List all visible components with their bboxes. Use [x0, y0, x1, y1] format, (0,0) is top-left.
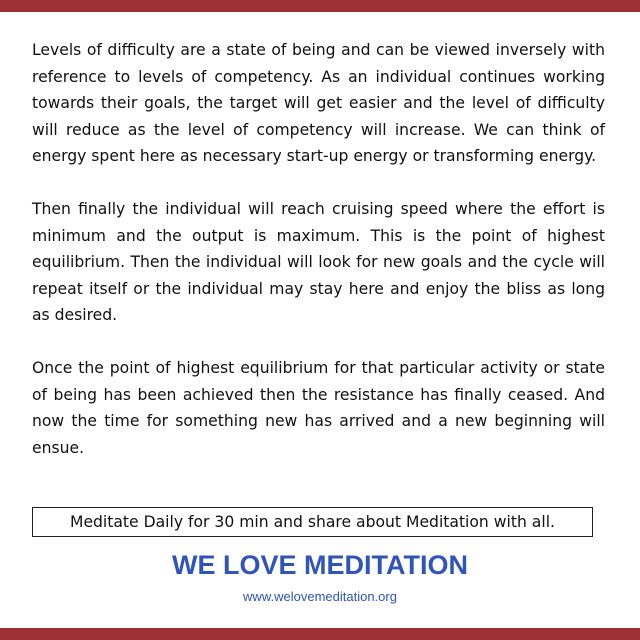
brand-title: WE LOVE MEDITATION	[172, 550, 468, 580]
paragraph-1: Levels of difficulty are a state of being and can be viewed inversely with reference to levels of competency. As an individual continues working towards their goals, the target will get easier and the level of difficulty will reduce as the level of competency will increase. We can think of energy spent here as necessary start-up energy or transforming energy.	[32, 41, 605, 165]
meditate-daily-callout: Meditate Daily for 30 min and share about Meditation with all.	[32, 507, 593, 537]
bottom-frame-bar	[0, 628, 640, 640]
paragraph-3: Once the point of highest equilibrium for that particular activity or state of being has been achieved then the resistance has finally ceased. And now the time for something new has arrived and a new beginning will ensue.	[32, 359, 605, 457]
paragraph-2: Then finally the individual will reach cruising speed where the effort is minimum and the output is maximum. This is the point of highest equilibrium. Then the individual will look for new goals and the cycle will repeat itself or the individual may stay here and enjoy the bliss as long as desired.	[32, 200, 605, 324]
website-link[interactable]: www.welovemeditation.org	[243, 589, 397, 604]
top-frame-bar	[0, 0, 640, 12]
article-body	[32, 37, 605, 488]
